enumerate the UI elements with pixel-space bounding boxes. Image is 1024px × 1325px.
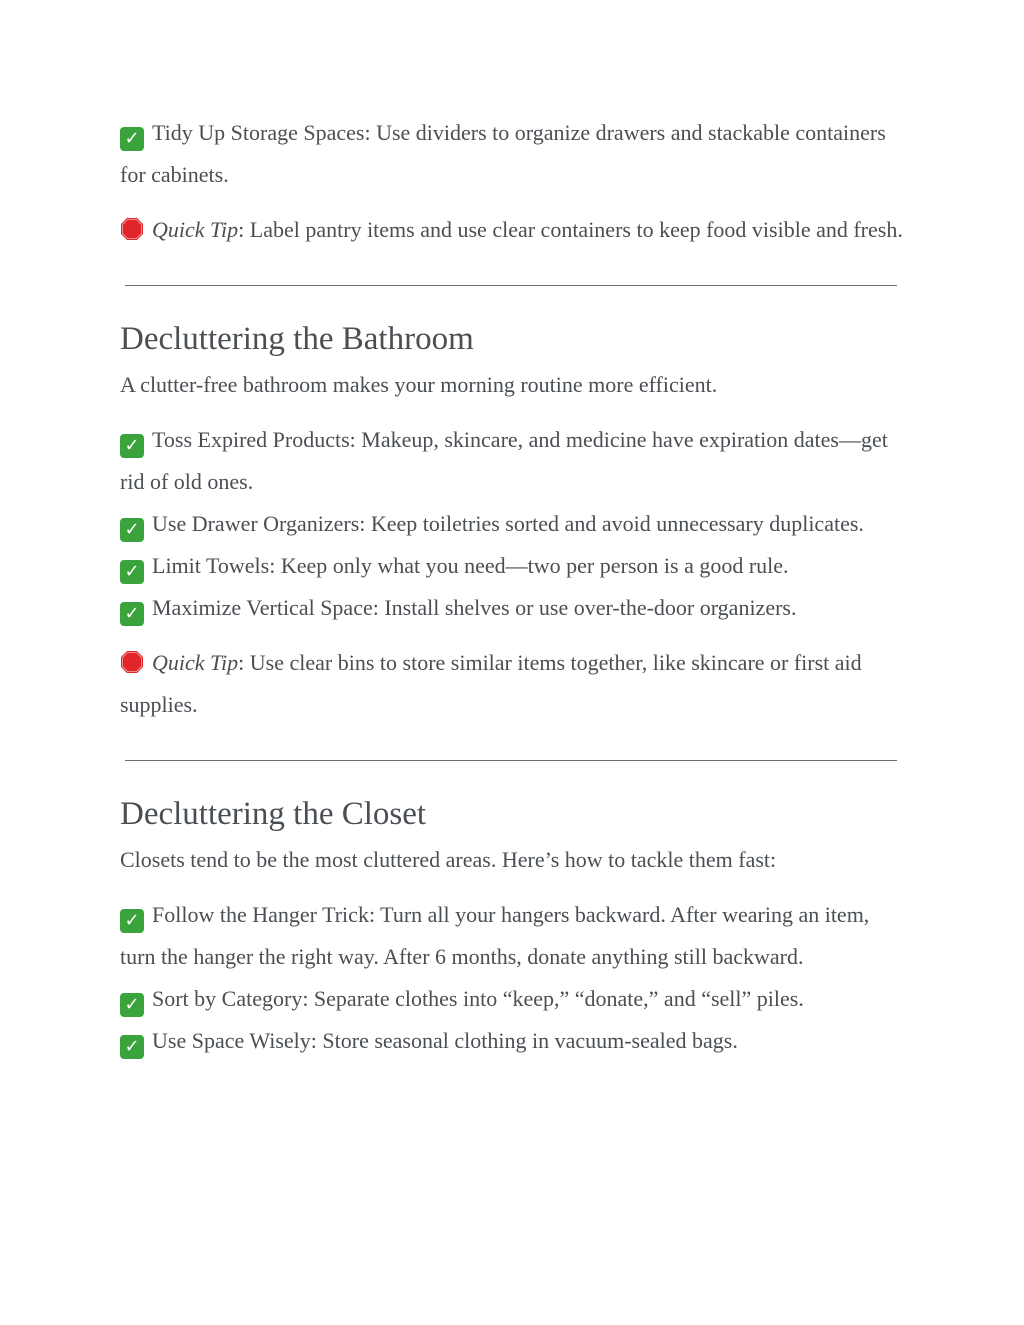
quick-tip-label: Quick Tip	[152, 650, 239, 675]
list-item: ✓ Follow the Hanger Trick: Turn all your hangers backward. After wearing an item, turn the hanger the right way. After 6 months, donate anything still backward.	[120, 902, 870, 969]
quick-tip	[120, 209, 910, 251]
check-mark-icon: ✓	[120, 1035, 144, 1059]
section-divider	[125, 760, 897, 761]
kitchen-section	[120, 112, 910, 251]
section-heading: Decluttering the Bathroom	[120, 321, 474, 357]
checklist	[120, 419, 910, 629]
list-item: ✓ Toss Expired Products: Makeup, skincare, and medicine have expiration dates—get rid of old ones.	[120, 427, 888, 494]
list-item: ✓ Maximize Vertical Space: Install shelves or use over-the-door organizers.	[120, 587, 910, 629]
section-heading: Decluttering the Closet	[120, 796, 427, 832]
check-mark-icon: ✓	[120, 518, 144, 542]
list-item: ✓ Limit Towels: Keep only what you need—two per person is a good rule.	[120, 545, 910, 587]
check-mark-icon: ✓	[120, 993, 144, 1017]
stop-sign-icon	[120, 217, 144, 241]
stop-sign-icon	[120, 650, 144, 674]
check-mark-icon: ✓	[120, 909, 144, 933]
closet-section	[120, 791, 910, 1062]
check-mark-icon: ✓	[120, 560, 144, 584]
list-item: ✓ Use Drawer Organizers: Keep toiletries sorted and avoid unnecessary duplicates.	[120, 503, 910, 545]
section-divider	[125, 285, 897, 286]
quick-tip-text: : Label pantry items and use clear containers to keep food visible and fresh.	[238, 217, 903, 242]
check-mark-icon: ✓	[120, 434, 144, 458]
quick-tip-label: Quick Tip	[152, 217, 239, 242]
check-mark-icon: ✓	[120, 602, 144, 626]
quick-tip-text: : Use clear bins to store similar items together, like skincare or first aid supplies.	[120, 650, 862, 717]
section-intro: Closets tend to be the most cluttered areas. Here’s how to tackle them fast:	[120, 847, 777, 872]
bathroom-section	[120, 316, 910, 726]
list-item: ✓ Use Space Wisely: Store seasonal clothing in vacuum-sealed bags.	[120, 1020, 910, 1062]
document-page	[120, 112, 910, 1062]
list-item: ✓ Tidy Up Storage Spaces: Use dividers to organize drawers and stackable containers for cabinets.	[120, 120, 886, 187]
check-mark-icon: ✓	[120, 127, 144, 151]
list-item: ✓ Sort by Category: Separate clothes into “keep,” “donate,” and “sell” piles.	[120, 978, 910, 1020]
section-intro: A clutter-free bathroom makes your morning routine more efficient.	[120, 372, 718, 397]
quick-tip	[120, 642, 910, 726]
checklist	[120, 894, 910, 1062]
